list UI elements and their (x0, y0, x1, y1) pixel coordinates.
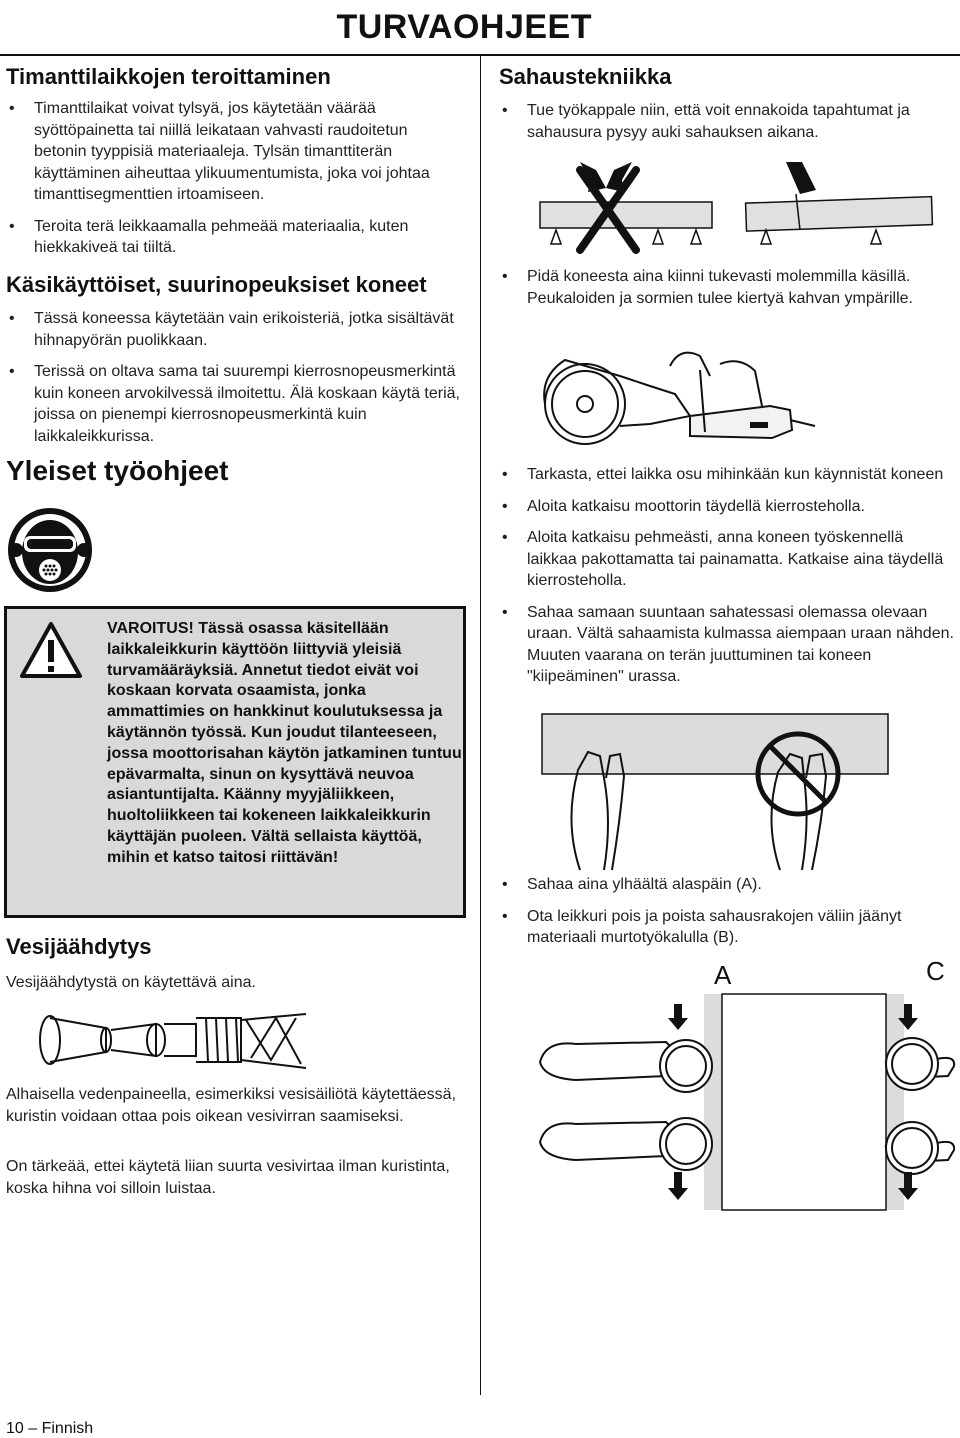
water-cooling-text-1: Vesijäähdytystä on käytettävä aina. (6, 974, 256, 991)
warning-box (4, 606, 466, 918)
page-header-title: TURVAOHJEET (336, 8, 592, 46)
list-item: • Terissä on oltava sama tai suurempi kierrosnopeusmerkintä kuin koneen arvokilvessä ilmoitettu. Älä koskaan käytä teriä, joissa on pienempi kierrosnopeusmerkintä kuin laikkaleikkurissa. (6, 361, 464, 447)
sawing-list-a (499, 100, 957, 153)
label-c: C (926, 956, 945, 986)
sawing-list-b (499, 266, 957, 319)
section-title-sawing-technique: Sahaustekniikka (499, 64, 672, 89)
top-down-cutting-illustration (536, 992, 960, 1212)
protective-equipment-icon (6, 506, 94, 594)
list-item: • Tässä koneessa käytetään vain erikoisteriä, jotka sisältävät hihnapyörän puolikkaan. (6, 308, 464, 351)
high-speed-list (6, 308, 464, 457)
list-item: • Timanttilaikat voivat tylsyä, jos käytetään väärää syöttöpainetta tai niillä leikataan vahvasti raudoitetun betonin tyyppisiä materiaaleja. Tylsän timanttiterän käyttäminen aiheuttaa ylikuumentumista, joka voi johtaa timanttisegmenttien irtoamiseen. (6, 98, 464, 206)
water-cooling-text-3: On tärkeää, ettei käytetä liian suurta vesivirtaa ilman kuristinta, koska hihna voi silloin luistaa. (6, 1158, 450, 1197)
list-item: • Tue työkappale niin, että voit ennakoida tapahtumat ja sahausura pysyy auki sahauksen aikana. (499, 100, 957, 143)
water-nozzle-illustration (36, 1008, 316, 1072)
section-title-high-speed: Käsikäyttöiset, suurinopeuksiset koneet (6, 272, 427, 297)
list-item: • Tarkasta, ettei laikka osu mihinkään kun käynnistät koneen (499, 464, 957, 486)
section-title-sharpening: Timanttilaikkojen teroittaminen (6, 64, 331, 89)
column-divider (480, 55, 481, 1395)
list-item: • Pidä koneesta aina kiinni tukevasti molemmilla käsillä. Peukaloiden ja sormien tulee kiertyä kahvan ympärille. (499, 266, 957, 309)
warning-triangle-icon (19, 621, 83, 679)
groove-cutting-illustration (540, 712, 900, 872)
two-hand-grip-illustration (540, 346, 820, 456)
section-title-general: Yleiset työohjeet (6, 455, 229, 486)
section-title-water-cooling: Vesijäähdytys (6, 934, 152, 959)
sawing-list-d (499, 874, 957, 959)
workpiece-support-illustration (536, 150, 936, 256)
page-header (0, 0, 960, 56)
sharpening-list (6, 98, 464, 269)
list-item: • Aloita katkaisu moottorin täydellä kierrosteholla. (499, 496, 957, 518)
water-cooling-text-2: Alhaisella vedenpaineella, esimerkiksi vesisäiliötä käytettäessä, kuristin voidaan ottaa pois oikean vesivirran saamiseksi. (6, 1086, 457, 1125)
list-item: • Aloita katkaisu pehmeästi, anna koneen työskennellä laikkaa pakottamatta tai painamatta. Katkaise aina täydellä kierrosteholla. (499, 527, 957, 592)
label-a: A (714, 960, 732, 990)
list-item: • Sahaa samaan suuntaan sahatessasi olemassa olevaan uraan. Vältä sahaamista kulmassa aiempaan uraan nähden. Muuten vaarana on terän juuttuminen tai koneen "kiipeäminen" urassa. (499, 602, 957, 688)
list-item: • Ota leikkuri pois ja poista sahausrakojen väliin jäänyt materiaali murtotyökalulla (B). (499, 906, 957, 949)
list-item: • Teroita terä leikkaamalla pehmeää materiaalia, kuten hiekkakiveä tai tiiltä. (6, 216, 464, 259)
list-item: • Sahaa aina ylhäältä alaspäin (A). (499, 874, 957, 896)
warning-text: VAROITUS! Tässä osassa käsitellään laikkaleikkurin käyttöön liittyviä yleisiä turvamääräyksiä. Annetut tiedot eivät voi koskaan korvata osaamista, jonka ammattimies on hankkinut koulutuksessa ja käytännön työssä. Kun joudut tilanteeseen, jossa moottorisahan käytön jatkaminen tuntuu epävarmalta, sinun on kysyttävä neuvoa asiantuntijalta. Käänny myyjäliikkeen, huoltoliikkeen tai kokeneen laikkaleikkurin käyttäjän puoleen. Vältä sellaista käyttöä, mihin et katso taitosi riittävän! (107, 620, 462, 866)
sawing-list-c (499, 464, 957, 698)
page-footer: 10 – Finnish (6, 1420, 94, 1437)
